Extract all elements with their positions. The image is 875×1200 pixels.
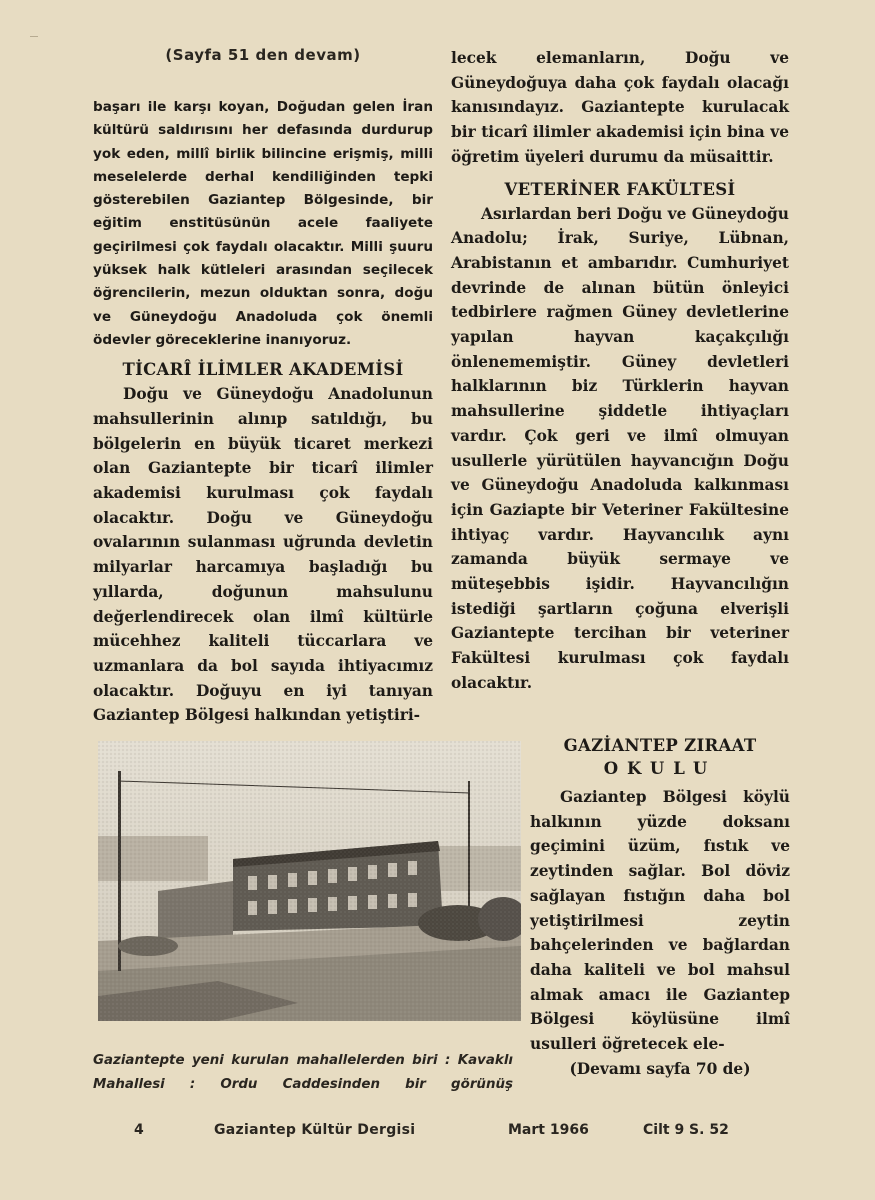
heading-ziraat-line2: OKULU xyxy=(603,759,717,778)
page-footer xyxy=(0,1122,875,1144)
ziraat-section xyxy=(530,734,790,1081)
heading-veteriner-fakultesi: VETERİNER FAKÜLTESİ xyxy=(504,179,736,199)
photo-caption: Gaziantepte yeni kurulan mahallelerden biri : Kavaklı Mahallesi : Ordu Caddesinden bir görünüş xyxy=(93,1053,513,1093)
ticari-paragraph-left: Doğu ve Güneydoğu Anadolunun mahsullerinin alınıp satıldığı, bu bölgelerin en büyük ticaret merkezi olan Gaziantepte bir ticarî ilimler akademisi kurulması çok faydalı olacaktır. Doğu ve Güneydoğu ovalarının sulanması uğrunda devletin milyarlar harcamıya başladığı bu yıllarda, doğunun mahsulunu değerlendirecek olan ilmî kültürle mücehhez kaliteli tüccarlara ve uzmanlara da bol sayıda ihtiyacımız olacaktır. Doğuyu en iyi tanıyan Gaziantep Bölgesi halkından yetiştiri- xyxy=(93,385,433,725)
heading-ziraat-line1: GAZİANTEP ZIRAAT xyxy=(563,736,757,755)
continued-to-note: (Devamı sayfa 70 de) xyxy=(569,1059,751,1078)
right-column xyxy=(451,46,789,696)
veteriner-paragraph: Asırlardan beri Doğu ve Güneydoğu Anadolu; İrak, Suriye, Lübnan, Arabistanın et ambarıdır. Cumhuriyet devrinde de alınan bütün önleyici tedbirlere rağmen Güney devletlerine yapılan hayvan kaçakçılığı önlenememiştir. Güney devletleri halklarının biz Türklerin hayvan mahsullerine şiddetle ihtiyaçları vardır. Çok geri ve ilmî olmuyan usullerle yürütülen hayvancığın Doğu ve Güneydoğu Anadoluda kalkınması için Gaziapte bir Veteriner Fakültesine ihtiyaç vardır. Hayvancılık aynı zamanda büyük sermaye ve müteşebbis işidir. Hayvancılığın istediği şartların çoğuna elverişli Gaziantepte tercihan bir veteriner Fakültesi kurulması çok faydalı olacaktır. xyxy=(451,204,789,692)
continued-from-note: (Sayfa 51 den devam) xyxy=(165,46,361,64)
street-view-photo-graphic xyxy=(98,741,521,1021)
neighborhood-photo xyxy=(98,741,521,1021)
page-fold-mark xyxy=(30,36,38,37)
ziraat-paragraph: Gaziantep Bölgesi köylü halkının yüzde doksanı geçimini üzüm, fıstık ve zeytinden sağlar. Bol döviz sağlayan fıstığın daha bol yetiştirilmesi zeytin bahçelerinden ve bağlardan daha kaliteli ve bol mahsul almak amacı ile Gaziantep Bölgesi köylüsüne ilmî usulleri öğretecek ele- xyxy=(530,788,790,1054)
page-number: 4 xyxy=(134,1122,144,1138)
volume-issue: Cilt 9 S. 52 xyxy=(643,1122,729,1138)
ticari-paragraph-right: lecek elemanların, Doğu ve Güneydoğuya daha çok faydalı olacağı kanısındayız. Gaziantepte kurulacak bir ticarî ilimler akademisi için bina ve öğretim üyeleri durumu da müsaittir. xyxy=(451,49,789,166)
left-column xyxy=(93,46,433,728)
heading-ticari-ilimler: TİCARÎ İLİMLER AKADEMİSİ xyxy=(122,360,404,380)
magazine-title: Gaziantep Kültür Dergisi xyxy=(214,1122,416,1138)
issue-date: Mart 1966 xyxy=(508,1122,589,1138)
intro-paragraph: başarı ile karşı koyan, Doğudan gelen İran kültürü saldırısını her defasında durdurup yok eden, millî birlik bilincine erişmiş, milli meselelerde derhal kendiliğinden tepki gösterebilen Gaziantep Bölgesinde, bir eğitim enstitüsünün acele faaliyete geçirilmesi çok faydalı olacaktır. Milli şuuru yüksek halk kütleleri arasından seçilecek öğrencilerin, mezun olduktan sonra, doğu ve Güneydoğu Anadoluda çok önemli ödevler göreceklerine inanıyoruz. xyxy=(93,99,433,348)
